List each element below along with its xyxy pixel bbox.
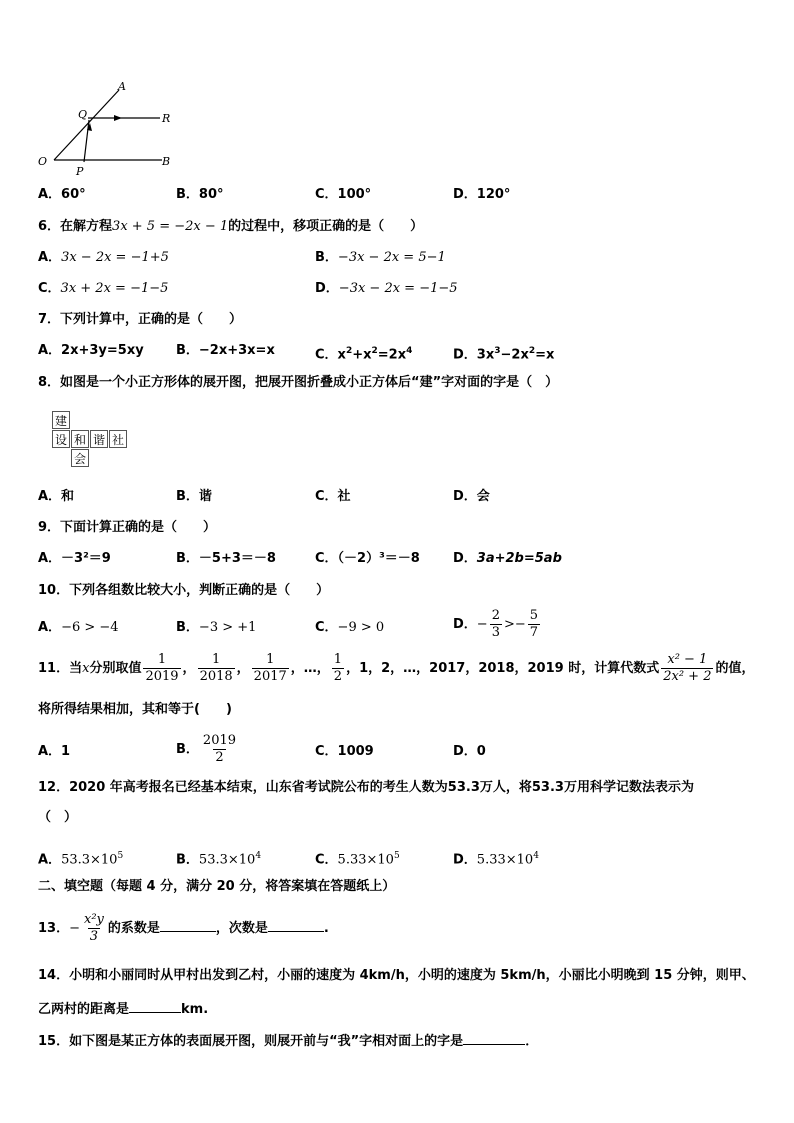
q7-d-mid: −2x xyxy=(500,347,529,363)
q8-option-c: C．社 xyxy=(315,489,351,504)
q12-b-base: 53.3×10 xyxy=(198,852,256,868)
q10-option-b xyxy=(176,619,256,637)
q6-option-d xyxy=(315,280,458,298)
q12-option-b xyxy=(176,847,261,869)
figure-label-o: O xyxy=(38,155,48,168)
q11-stem-pre: 11．当 xyxy=(38,661,83,676)
q10-a-text: −6 > −4 xyxy=(61,620,119,635)
figure-label-a: A xyxy=(118,80,126,93)
q11-stem-line2: 将所得结果相加，其和等于( ) xyxy=(38,702,232,717)
net-cell-hui: 会 xyxy=(71,449,89,467)
q13-mid2: ，次数是 xyxy=(215,921,268,936)
q12-c-base: 5.33×10 xyxy=(337,852,394,868)
q6-d-text: −3x − 2x = −1−5 xyxy=(338,281,458,296)
q11-list: ，1，2，…，2017，2018，2019 时，计算代数式 xyxy=(346,661,660,676)
q8-stem: 8．如图是一个小正方形体的展开图，把展开图折叠成小正方体后“建”字对面的字是（ ） xyxy=(38,375,559,390)
q9-d-text: 3a+2b=5ab xyxy=(476,551,562,566)
q12-option-a xyxy=(38,847,123,869)
q10-option-a xyxy=(38,619,119,637)
q12-b-label: B． xyxy=(176,852,199,868)
q13-blank-coefficient[interactable] xyxy=(160,917,216,932)
q7-option-d: D．$3x^3-2x^2=x$ xyxy=(453,346,555,363)
q6-option-c xyxy=(38,280,168,298)
q11-dots: ，…， xyxy=(290,661,330,676)
q11-var: x xyxy=(82,661,90,676)
q10-c-label: C． xyxy=(315,620,338,635)
q6-b-text: −3x − 2x = 5−1 xyxy=(337,250,446,265)
section-title: 二、填空题（每题 4 分，满分 20 分，将答案填在答题纸上） xyxy=(38,879,396,894)
q7-option-b: B．−2x+3x=x xyxy=(176,343,275,358)
q11-frac-2019: $\frac{1}{2019}$ xyxy=(145,652,179,684)
q11-stem-end: 的值， xyxy=(715,661,755,676)
q12-b-exp: 4 xyxy=(255,851,262,861)
q5-option-b: B．80° xyxy=(176,187,224,202)
q12-option-d xyxy=(453,847,539,869)
q6-option-b xyxy=(315,249,446,267)
q12-a-exp: 5 xyxy=(117,851,124,861)
figure-label-r: R xyxy=(162,112,171,125)
q9-option-c: C．（－2）³＝－8 xyxy=(315,551,420,566)
q11-b-label: B． xyxy=(176,742,199,757)
figure-label-q: Q xyxy=(78,108,88,121)
q7-c-pre: C．x xyxy=(315,347,346,363)
q6-equation: 3x + 5 = −2x − 1 xyxy=(112,219,229,234)
q11-option-d: D．0 xyxy=(453,744,486,759)
q11-frac-2017: $\frac{1}{2017}$ xyxy=(253,652,287,684)
q12-d-exp: 4 xyxy=(533,851,539,861)
q12-option-c xyxy=(315,847,400,869)
net-cell-she: 设 xyxy=(52,430,70,448)
q7-d-post: =x xyxy=(535,347,555,363)
q10-stem: 10．下列各组数比较大小，判断正确的是（ ） xyxy=(38,583,330,598)
q12-a-base: 53.3×10 xyxy=(61,852,118,868)
q14-line2-pre: 乙两村的距离是 xyxy=(38,1002,130,1017)
q6-option-a xyxy=(38,249,169,267)
q14-line2-post: km. xyxy=(181,1002,209,1017)
q10-c-text: −9 > 0 xyxy=(337,620,385,635)
q9-option-a: A．－3²＝9 xyxy=(38,551,111,566)
q12-c-label: C． xyxy=(315,852,338,868)
q11-expression: $\frac{\text{x² − 1}}{\text{2x² + 2}}$ xyxy=(663,652,712,684)
net-cell-jian: 建 xyxy=(52,411,70,429)
q10-a-label: A． xyxy=(38,620,62,635)
q15-pre: 15．如下图是某正方体的表面展开图，则展开前与“我”字相对面上的字是 xyxy=(38,1034,464,1049)
q10-option-d: D．− $\frac{2}{3}$ >− $\frac{5}{7}$ xyxy=(453,608,539,640)
q11-option-c: C．1009 xyxy=(315,744,374,759)
q9-stem: 9．下面计算正确的是（ ） xyxy=(38,520,217,535)
q7-c-mid: +x xyxy=(352,347,372,363)
q11-stem: 11．当x分别取值 $\frac{1}{2019}$ ， $\frac{1}{2018}$ ， $\frac{1}{2017}$ ，…， $\frac{1}{2}$ ，1，2，…，2017，2018，2019 时，计算代数式 $\frac{\text{x² − 1}}{\text{2x² + 2}}$ 的值， xyxy=(38,652,755,684)
figure-label-p: P xyxy=(76,165,84,178)
q9-option-b: B．－5+3＝－8 xyxy=(176,551,276,566)
q6-stem-pre: 6．在解方程 xyxy=(38,219,113,234)
q15-stem xyxy=(38,1030,538,1051)
q13-stem xyxy=(38,912,329,945)
q10-d-frac1: $\frac{2}{3}$ xyxy=(491,608,500,640)
q10-b-label: B． xyxy=(176,620,199,635)
q12-c-exp: 5 xyxy=(393,851,400,861)
q12-stem-line1: 12．2020 年高考报名已经基本结束，山东省考试院公布的考生人数为53.3万人，将53.3万用科学记数法表示为 xyxy=(38,780,694,795)
q15-post: ． xyxy=(525,1034,539,1049)
q12-d-label: D． xyxy=(453,852,477,868)
q6-a-text: 3x − 2x = −1+5 xyxy=(61,250,169,265)
net-cell-xie: 谐 xyxy=(90,430,108,448)
q10-option-c xyxy=(315,619,384,637)
q14-stem-line2 xyxy=(38,998,208,1019)
net-cell-she2: 社 xyxy=(109,430,127,448)
q7-c-post: =2x xyxy=(377,347,407,363)
q6-stem-post: 的过程中，移项正确的是（ ） xyxy=(228,219,424,234)
q11-option-a: A．1 xyxy=(38,744,71,759)
q13-blank-degree[interactable] xyxy=(268,917,324,932)
q8-option-d: D．会 xyxy=(453,489,490,504)
q11-frac-2018: $\frac{1}{2018}$ xyxy=(199,652,233,684)
q5-option-d: D．120° xyxy=(453,187,511,202)
q12-stem-line2: （ ） xyxy=(38,810,78,825)
q14-blank[interactable] xyxy=(129,998,181,1013)
figure-label-b: B xyxy=(162,155,171,168)
q8-option-a: A．和 xyxy=(38,489,75,504)
q11-frac-2: $\frac{1}{2}$ xyxy=(333,652,343,684)
q13-num: 13． xyxy=(38,921,70,936)
net-cell-he: 和 xyxy=(71,430,89,448)
q6-a-label: A． xyxy=(38,250,62,265)
q9-d-label: D． xyxy=(453,551,477,566)
q9-option-d xyxy=(453,550,562,568)
q12-a-label: A． xyxy=(38,852,62,868)
q6-c-text: 3x + 2x = −1−5 xyxy=(60,281,169,296)
q11-stem-mid: 分别取值 xyxy=(89,661,142,676)
q6-c-label: C． xyxy=(38,281,61,296)
q5-option-c: C．100° xyxy=(315,187,372,202)
q10-b-text: −3 > +1 xyxy=(198,620,257,635)
q10-d-frac2: $\frac{5}{7}$ xyxy=(529,608,539,640)
q12-d-base: 5.33×10 xyxy=(476,852,534,868)
q13-end: . xyxy=(323,921,329,936)
q14-stem-line1: 14．小明和小丽同时从甲村出发到乙村，小丽的速度为 4km/h，小明的速度为 5km/h，小丽比小明晚到 15 分钟，则甲、 xyxy=(38,968,755,983)
q7-stem: 7．下列计算中，正确的是（ ） xyxy=(38,312,243,327)
q13-minus: − xyxy=(69,921,80,936)
q6-d-label: D． xyxy=(315,281,339,296)
q6-stem xyxy=(38,218,423,236)
q15-blank[interactable] xyxy=(463,1030,525,1045)
q7-option-a: A．2x+3y=5xy xyxy=(38,343,144,358)
q5-option-a: A．60° xyxy=(38,187,86,202)
q8-option-b: B．谐 xyxy=(176,489,212,504)
q6-b-label: B． xyxy=(315,250,338,265)
q13-frac: $\frac{\text{x²y}}{3}$ xyxy=(84,912,104,944)
angle-figure xyxy=(34,80,184,180)
q7-option-c: C．$x^2+x^2=2x^4$ xyxy=(315,346,413,363)
q7-d-pre: D．3x xyxy=(453,347,495,363)
q10-d-label: D． xyxy=(453,617,477,632)
q11-b-frac: $\frac{2019}{2}$ xyxy=(202,733,237,765)
q13-mid: 的系数是 xyxy=(107,921,160,936)
q11-option-b xyxy=(176,733,240,766)
